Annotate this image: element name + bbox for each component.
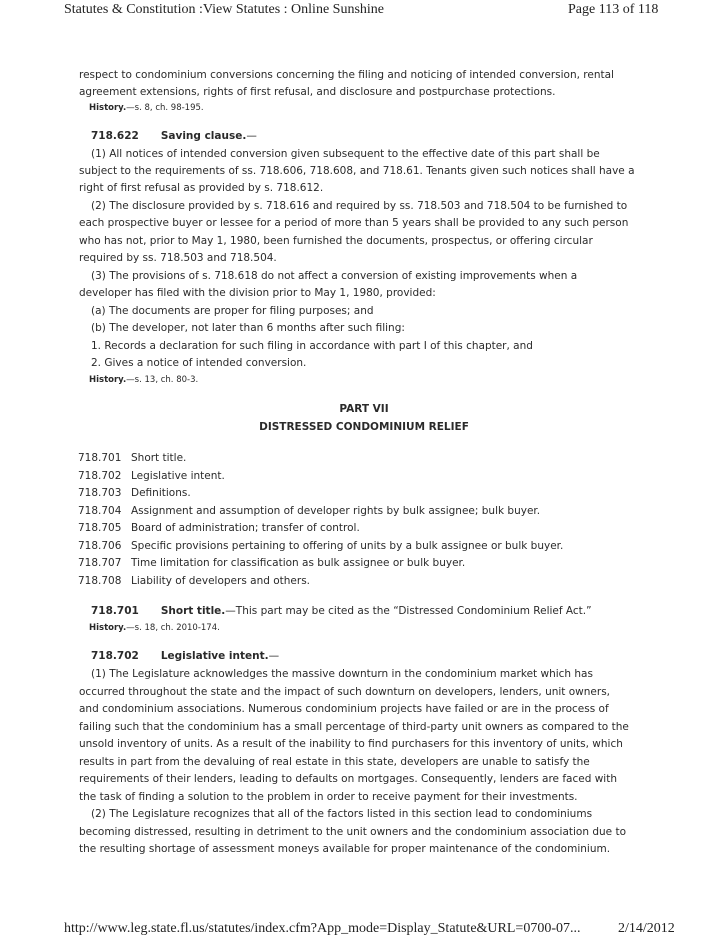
paragraph-line: (a) The documents are proper for filing purposes; and: [91, 305, 374, 317]
toc-section-title: Specific provisions pertaining to offering of units by a bulk assignee or bulk buyer.: [131, 540, 564, 552]
footer-date: 2/14/2012: [618, 921, 675, 936]
paragraph-line: results in part from the devaluing of real estate in this state, developers are unable to satisfy the: [79, 756, 590, 768]
print-footer: [0, 921, 728, 939]
section-heading-718-622: [91, 129, 257, 143]
toc-row: [0, 486, 728, 500]
section-number: 718.702: [91, 650, 139, 662]
toc-row: [0, 469, 728, 483]
history-note: [89, 373, 198, 387]
toc-section-title: Short title.: [131, 452, 187, 464]
print-header: [0, 2, 728, 20]
section-text: —This part may be cited as the “Distressed Condominium Relief Act.”: [225, 605, 592, 617]
paragraph-line: becoming distressed, resulting in detriment to the unit owners and the condominium association due to: [79, 826, 626, 838]
paragraph-line: each prospective buyer or lessee for a period of more than 5 years shall be provided to any such person: [79, 217, 629, 229]
paragraph-line: the resulting shortage of assessment moneys available for proper maintenance of the condominium.: [79, 843, 611, 855]
paragraph-line: 1. Records a declaration for such filing in accordance with part I of this chapter, and: [91, 340, 533, 352]
section-dash: —: [246, 130, 257, 142]
toc-row: [0, 539, 728, 553]
toc-section-title: Legislative intent.: [131, 470, 225, 482]
toc-section-number: 718.708: [78, 575, 122, 587]
section-heading-718-702: [91, 649, 279, 663]
toc-section-number: 718.705: [78, 522, 122, 534]
part-subtitle: DISTRESSED CONDOMINIUM RELIEF: [259, 421, 469, 433]
paragraph-line: right of first refusal as provided by s. 718.612.: [79, 182, 324, 194]
history-label: History.: [89, 623, 127, 633]
section-title: Saving clause.: [160, 130, 247, 142]
history-text: —s. 13, ch. 80-3.: [126, 375, 199, 385]
header-title: Statutes & Constitution :View Statutes : Online Sunshine: [64, 2, 384, 17]
paragraph-line: (b) The developer, not later than 6 months after such filing:: [91, 322, 405, 334]
paragraph-line: (2) The Legislature recognizes that all of the factors listed in this section lead to condominiums: [91, 808, 593, 820]
paragraph-line: required by ss. 718.503 and 718.504.: [79, 252, 277, 264]
toc-row: [0, 451, 728, 465]
paragraph-line: requirements of their lenders, leading to defaults on mortgages. Consequently, lenders are faced with: [79, 773, 617, 785]
section-title: Legislative intent.: [160, 650, 269, 662]
paragraph-line: unsold inventory of units. As a result of the inability to find purchasers for this inventory of units, which: [79, 738, 623, 750]
toc-section-number: 718.701: [78, 452, 122, 464]
paragraph-line: (1) The Legislature acknowledges the massive downturn in the condominium market which has: [91, 668, 593, 680]
paragraph-line: (3) The provisions of s. 718.618 do not affect a conversion of existing improvements when a: [91, 270, 578, 282]
paragraph-line: subject to the requirements of ss. 718.606, 718.608, and 718.61. Tenants given such notices shall have a: [79, 165, 635, 177]
section-number: 718.701: [91, 605, 139, 617]
toc-section-title: Assignment and assumption of developer rights by bulk assignee; bulk buyer.: [131, 505, 541, 517]
footer-url: http://www.leg.state.fl.us/statutes/index.cfm?App_mode=Display_Statute&URL=0700-07...: [64, 921, 581, 936]
toc-section-number: 718.704: [78, 505, 122, 517]
section-number: 718.622: [91, 130, 139, 142]
paragraph-line: agreement extensions, rights of first refusal, and disclosure and postpurchase protections.: [79, 86, 556, 98]
history-label: History.: [89, 103, 127, 113]
toc-section-number: 718.703: [78, 487, 122, 499]
paragraph-line: the task of finding a solution to the problem in order to receive payment for their investments.: [79, 791, 578, 803]
toc-section-title: Liability of developers and others.: [131, 575, 311, 587]
toc-section-title: Board of administration; transfer of control.: [131, 522, 360, 534]
toc-section-title: Time limitation for classification as bulk assignee or bulk buyer.: [131, 557, 466, 569]
toc-section-title: Definitions.: [131, 487, 191, 499]
toc-row: [0, 574, 728, 588]
toc-section-number: 718.702: [78, 470, 122, 482]
paragraph-line: failing such that the condominium has a small percentage of third-party unit owners as compared to the: [79, 721, 629, 733]
header-page-number: Page 113 of 118: [568, 2, 659, 17]
paragraph-line: and condominium associations. Numerous condominium projects have failed or are in the process of: [79, 703, 609, 715]
paragraph-line: occurred throughout the state and the impact of such downturn on developers, lenders, unit owners,: [79, 686, 611, 698]
toc-row: [0, 521, 728, 535]
toc-row: [0, 504, 728, 518]
history-note: [89, 621, 220, 635]
history-note: [89, 101, 204, 115]
toc-row: [0, 556, 728, 570]
history-text: —s. 8, ch. 98-195.: [126, 103, 204, 113]
paragraph-line: developer has filed with the division prior to May 1, 1980, provided:: [79, 287, 436, 299]
toc-section-number: 718.707: [78, 557, 122, 569]
section-title: Short title.: [160, 605, 226, 617]
section-dash: —: [268, 650, 280, 662]
history-label: History.: [89, 375, 127, 385]
history-text: —s. 18, ch. 2010-174.: [126, 623, 220, 633]
paragraph-line: (2) The disclosure provided by s. 718.616 and required by ss. 718.503 and 718.504 to be furnished to: [91, 200, 628, 212]
paragraph-line: (1) All notices of intended conversion given subsequent to the effective date of this part shall be: [91, 148, 600, 160]
toc-section-number: 718.706: [78, 540, 122, 552]
paragraph-line: who has not, prior to May 1, 1980, been furnished the documents, prospectus, or offering circular: [79, 235, 593, 247]
paragraph-line: 2. Gives a notice of intended conversion.: [91, 357, 307, 369]
part-title: PART VII: [339, 403, 389, 415]
paragraph-line: respect to condominium conversions concerning the filing and noticing of intended conversion, rental: [79, 69, 614, 81]
section-heading-718-701: [91, 604, 592, 618]
